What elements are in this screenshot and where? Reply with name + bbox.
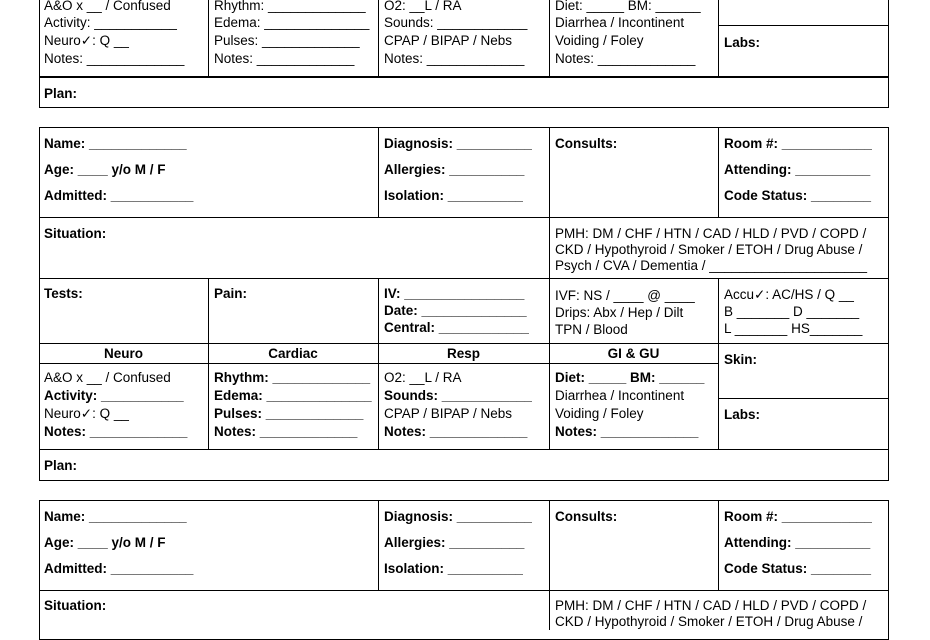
neuro-line-1: A&O x __ / Confused (44, 370, 171, 385)
pmh-line-2: CKD / Hypothyroid / Smoker / ETOH / Drug Abuse / (555, 242, 863, 257)
resp-line-3: CPAP / BIPAP / Nebs (384, 406, 513, 421)
neuro-line-3: Neuro✓: Q __ (44, 406, 129, 421)
bottom-pmh-line-1: PMH: DM / CHF / HTN / CAD / HLD / PVD / COPD / (555, 598, 867, 613)
top-skin-labs-divider (718, 25, 889, 26)
bottom-attending-field: Attending: __________ (724, 535, 871, 550)
top-neuro-line-1: A&O x __ / Confused (44, 0, 171, 13)
bottom-diagnosis-field: Diagnosis: __________ (384, 509, 532, 524)
pmh-line-3: Psych / CVA / Dementia / _____________________ (555, 258, 867, 273)
top-resp-line-2: Sounds: ____________ (384, 15, 528, 30)
top-plan-label: Plan: (44, 86, 78, 101)
age-label: Age: ____ y/o M / F (44, 162, 166, 177)
top-gigu-line-1: Diet: _____ BM: ______ (555, 0, 701, 13)
iv-date-line: Date: ______________ (384, 303, 527, 318)
cardiac-line-3: Pulses: _____________ (214, 406, 364, 421)
top-gigu-line-2: Diarrhea / Incontinent (555, 15, 685, 30)
admitted-field: Admitted: ___________ (44, 188, 194, 203)
sheet-body-div-2 (378, 278, 379, 449)
bottom-header-div-2 (549, 500, 550, 630)
top-resp-line-3: CPAP / BIPAP / Nebs (384, 33, 513, 48)
top-neuro-line-3: Neuro✓: Q __ (44, 33, 129, 48)
allergies-field: Allergies: __________ (384, 162, 525, 177)
top-gigu-line-3: Voiding / Foley (555, 33, 644, 48)
accu-lhs-line: L _______ HS_______ (724, 321, 863, 336)
sheet-header-div-2 (549, 127, 550, 279)
cardiac-line-4: Notes: _____________ (214, 424, 358, 439)
top-divider-1 (208, 0, 209, 77)
gigu-line-3: Voiding / Foley (555, 406, 644, 421)
resp-line-1: O2: __L / RA (384, 370, 462, 385)
sheet-tests-bottom (39, 343, 889, 344)
bottom-header-div-3 (718, 500, 719, 591)
top-plan-box (39, 76, 889, 108)
bottom-isolation-field: Isolation: __________ (384, 561, 523, 576)
isolation-field: Isolation: __________ (384, 188, 523, 203)
top-divider-4 (718, 0, 719, 77)
sheet-body-div-4 (718, 278, 719, 449)
top-cardiac-line-3: Pulses: _____________ (214, 33, 360, 48)
bottom-room-field: Room #: ____________ (724, 509, 872, 524)
top-cardiac-line-1: Rhythm: _____________ (214, 0, 366, 13)
tests-label: Tests: (44, 286, 83, 301)
ivf-line: IVF: NS / ____ @ ____ (555, 288, 695, 303)
top-neuro-line-4: Notes: _____________ (44, 51, 185, 66)
tpn-blood-line: TPN / Blood (555, 322, 628, 337)
neuro-line-4: Notes: _____________ (44, 424, 188, 439)
top-cardiac-line-2: Edema: ______________ (214, 15, 370, 30)
consults-label: Consults: (555, 136, 618, 151)
pmh-line-1: PMH: DM / CHF / HTN / CAD / HLD / PVD / COPD / (555, 226, 867, 241)
top-cardiac-line-4: Notes: _____________ (214, 51, 355, 66)
bottom-header-bottom (39, 590, 889, 591)
bottom-situation-label: Situation: (44, 598, 107, 613)
sheet-system-header-bottom (39, 363, 719, 364)
plan-label: Plan: (44, 458, 78, 473)
accu-bd-line: B _______ D _______ (724, 304, 860, 319)
diagnosis-field: Diagnosis: __________ (384, 136, 532, 151)
iv-line: IV: ________________ (384, 286, 525, 301)
bottom-consults-label: Consults: (555, 509, 618, 524)
bottom-header-div-1 (378, 500, 379, 591)
accu-line: Accu✓: AC/HS / Q __ (724, 287, 854, 302)
age-field (44, 162, 166, 178)
drips-line: Drips: Abx / Hep / Dilt (555, 305, 684, 320)
top-divider-3 (549, 0, 550, 77)
sheet-body-div-1 (208, 278, 209, 449)
sheet-header-div-1 (378, 127, 379, 218)
sheet-body-div-3 (549, 278, 550, 449)
gigu-header: GI & GU (607, 346, 660, 361)
cardiac-line-2: Edema: ______________ (214, 388, 372, 403)
cardiac-header: Cardiac (268, 346, 318, 361)
cardiac-line-1: Rhythm: _____________ (214, 370, 371, 385)
situation-label: Situation: (44, 226, 107, 241)
gigu-line-1: Diet: _____ BM: ______ (555, 370, 705, 385)
pain-label: Pain: (214, 286, 248, 301)
top-neuro-line-2: Activity: ___________ (44, 15, 177, 30)
gigu-line-2: Diarrhea / Incontinent (555, 388, 685, 403)
bottom-allergies-field: Allergies: __________ (384, 535, 525, 550)
top-gigu-line-4: Notes: _____________ (555, 51, 696, 66)
gigu-line-4: Notes: _____________ (555, 424, 699, 439)
top-resp-line-1: O2: __L / RA (384, 0, 462, 13)
neuro-header: Neuro (103, 346, 143, 361)
top-labs-label: Labs: (724, 35, 761, 50)
sheet-skin-labs-divider (718, 398, 889, 399)
code-status-field: Code Status: ________ (724, 188, 872, 203)
bottom-code-status-field: Code Status: ________ (724, 561, 872, 576)
sheet-header-div-3 (718, 127, 719, 218)
room-field: Room #: ____________ (724, 136, 872, 151)
top-divider-2 (378, 0, 379, 77)
sheet-situation-bottom (39, 278, 889, 279)
neuro-line-2: Activity: ___________ (44, 388, 184, 403)
bottom-name-field: Name: _____________ (44, 509, 187, 524)
bottom-admitted-field: Admitted: ___________ (44, 561, 194, 576)
bottom-age-field: Age: ____ y/o M / F (44, 535, 166, 550)
attending-field: Attending: __________ (724, 162, 871, 177)
resp-line-4: Notes: _____________ (384, 424, 528, 439)
top-resp-line-4: Notes: _____________ (384, 51, 525, 66)
resp-header: Resp (446, 346, 480, 361)
sheet-plan-box (39, 449, 889, 481)
iv-central-line: Central: ____________ (384, 320, 529, 335)
name-field: Name: _____________ (44, 136, 187, 151)
sheet-header-bottom (39, 217, 889, 218)
resp-line-2: Sounds: ____________ (384, 388, 532, 403)
bottom-pmh-line-2: CKD / Hypothyroid / Smoker / ETOH / Drug Abuse / (555, 614, 863, 629)
skin-label: Skin: (724, 352, 758, 367)
labs-label: Labs: (724, 407, 761, 422)
